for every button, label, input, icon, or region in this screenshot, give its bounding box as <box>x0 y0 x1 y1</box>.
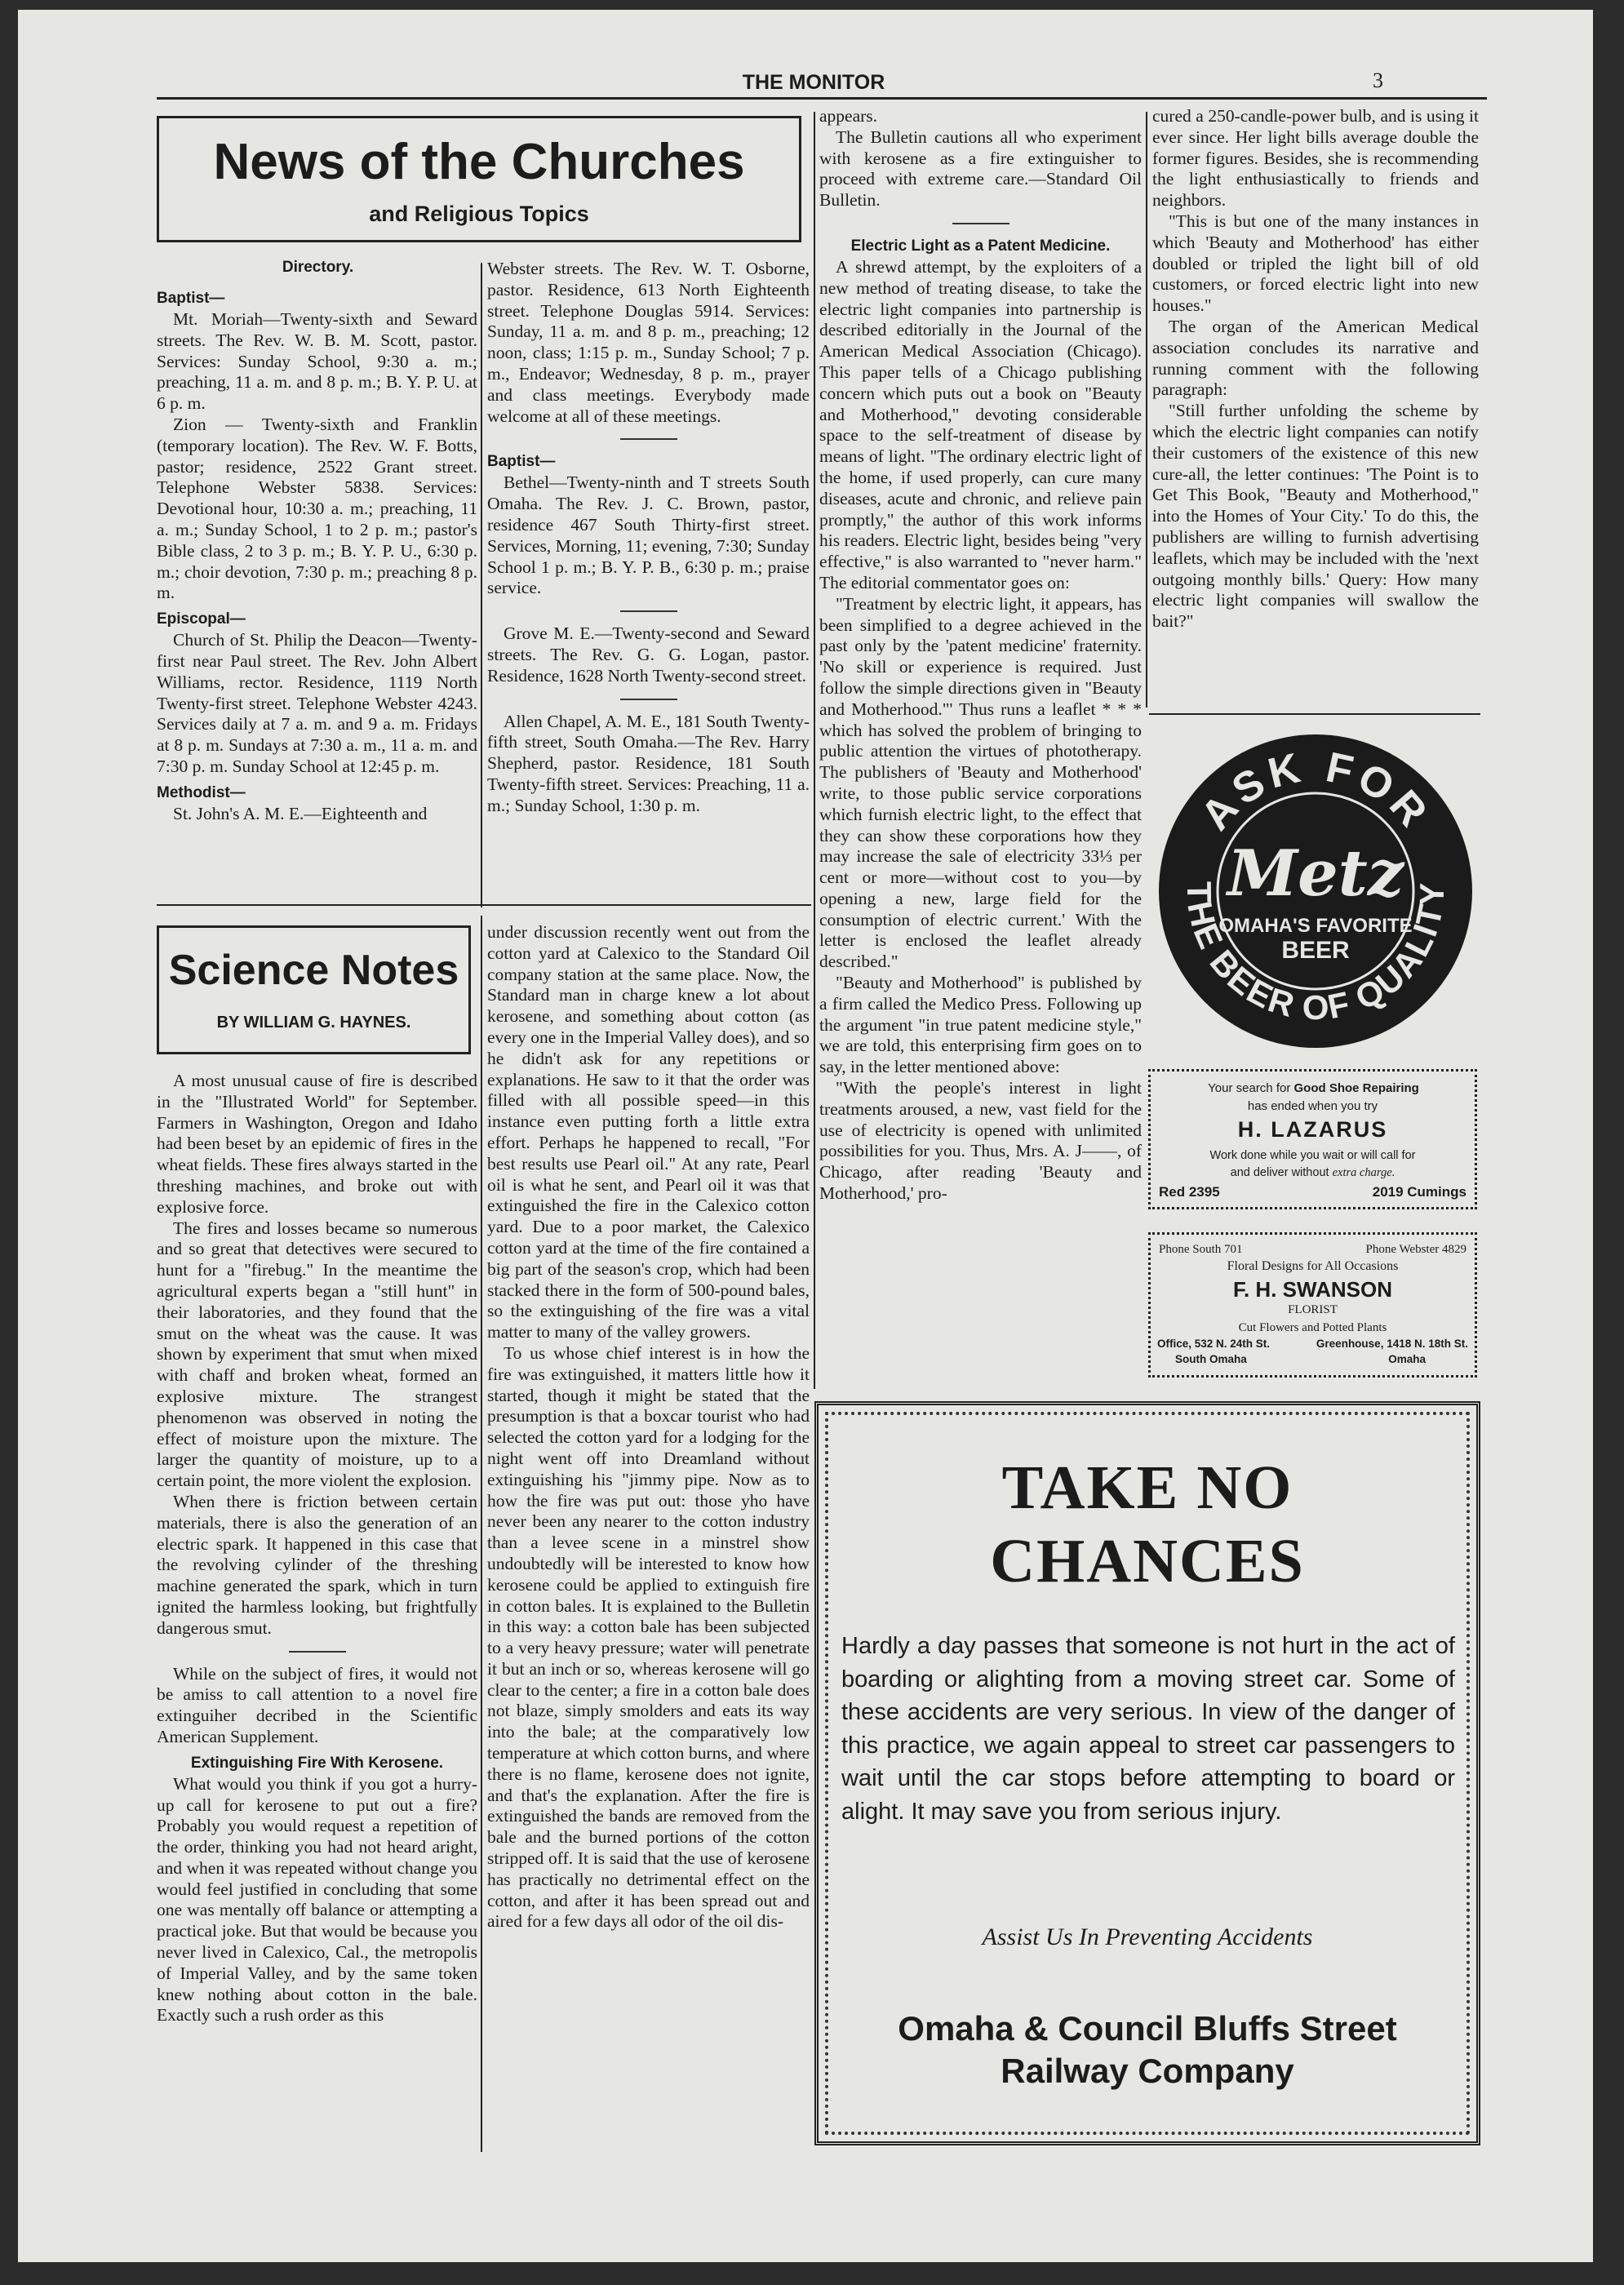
paragraph: The organ of the American Medical association concludes its narrative and running comment with the following paragraph: <box>1152 316 1479 400</box>
column-4 <box>1152 106 1479 632</box>
science-header-box <box>157 925 471 1054</box>
paragraph: Webster streets. The Rev. W. T. Osborne, pastor. Residence, 613 North Eighteenth street. Telephone Douglas 5914. Services: Sunday, 11 a. m. and 8 p. m., preaching; 12 noon, class; 1:15 p. m., Sunday School; 7 p. m., Endeavor; Wednesday, 8 p. m., prayer and class meetings. Everybody made welcome at all of these meetings. <box>487 259 810 426</box>
paragraph: Mt. Moriah—Twenty-sixth and Seward streets. The Rev. W. B. M. Scott, pastor. Services: Sunday School, 9:30 a. m.; preaching, 11 a. m. and 8 p. m.; B. Y. P. U. at 6 p. m. <box>157 309 477 414</box>
paragraph: "Still further unfolding the scheme by which the electric light companies can notify their customers of the existence of this new cure-all, the letter continues: 'The Point is to Get This Book, "Beauty and Motherhood," into the Homes of Your City.' To do this, the publishers are willing to furnish advertising leaflets, which may be included with the 'next outgoing monthly bills.' Query: How many electric light companies will swallow the bait?" <box>1152 401 1479 632</box>
paragraph: "With the people's interest in light treatments aroused, a new, vast field for the use of electricity is opened with unlimited possibilities for you. Thus, Mrs. A. J——, of Chicago, after reading 'Beauty and Motherhood,' pro- <box>819 1078 1142 1204</box>
paragraph: Bethel—Twenty-ninth and T streets South Omaha. The Rev. J. C. Brown, pastor, residence 467 South Thirty-first street. Services, Morning, 11; evening, 7:30; Sunday School 1 p. m.; B. Y. P. B., 6:30 p. m.; praise service. <box>487 473 810 598</box>
metz-brand: Metz <box>1227 836 1404 911</box>
lazarus-line4b: extra charge. <box>1332 1166 1395 1179</box>
paragraph: A shrewd attempt, by the exploiters of a new method of treating disease, to take the electric light companies into partnership is described editorially in the Journal of the American Medical Association (Chicago). This paper tells of a Chicago publishing concern which puts out a book on "Beauty and Motherhood," devoting considerable space to the self-treatment of disease by means of light. "The ordinary electric light of the home, if used properly, can cure many diseases, acute and chronic, and relieve pain promptly," the author of this work informs his readers. Electric light, besides being "very effective," is also warranted to "never harm." The editorial commentator goes on: <box>819 256 1142 592</box>
lazarus-phone: Red 2395 <box>1159 1184 1220 1200</box>
lazarus-line2: has ended when you try <box>1247 1099 1378 1113</box>
column-3 <box>819 106 1142 1205</box>
separator-rule <box>620 438 677 440</box>
swanson-line: Cut Flowers and Potted Plants <box>1238 1321 1387 1334</box>
railway-company1: Omaha & Council Bluffs Street <box>898 2009 1397 2048</box>
paragraph: To us whose chief interest is in how the fire was extinguished, it matters little how it started, though it might be stated that the presumption is that a boxcar tourist who had selected the cotton yard for a lodging for the night went off into Dreamland without extinguishing his "jimmy pipe. Now as to how the fire was put out: those yho have never been any nearer to the cotton industry than a levee scene in a minstrel show undoubtedly will be interested to know how kerosene could be applied to extinguish fire in cotton bales. It is explained to the Bulletin in this way: a cotton bale has been subjected to a very heavy pressure; water will penetrate it but an inch or so, whereas kerosene will go clear to the center; a fire in a cotton bale does not blaze, simply smolders and eats its way into the bale; at the comparatively low temperature at which cotton burns, and where there is no flame, kerosene does not ignite, and that's the explanation. After the fire is extinguished the bands are removed from the bale and the burned portions of the cotton stripped off. It is said that the use of kerosene has practically no detrimental effect on the cotton, and after it has been spread out and aired for a few days all odor of the oil dis- <box>487 1342 810 1932</box>
churches-column-1 <box>157 283 477 825</box>
article-heading: Extinguishing Fire With Kerosene. <box>190 1754 444 1772</box>
swanson-greenhouse: Greenhouse, 1418 N. 18th St. <box>1316 1338 1468 1350</box>
column-rule <box>1146 112 1147 708</box>
metz-line1: OMAHA'S FAVORITE <box>1218 915 1413 937</box>
railway-company2: Railway Company <box>1001 2052 1294 2090</box>
science-column-1 <box>157 1071 477 2026</box>
paragraph: A most unusual cause of fire is described in the "Illustrated World" for September. Farmers in Washington, Oregon and Idaho had been beset by an epidemic of fires in the wheat fields. These fires always started in the threshing machines, and broke out with explosive force. <box>157 1071 477 1217</box>
swanson-phone-left: Phone South 701 <box>1159 1243 1243 1256</box>
paragraph: When there is friction between certain materials, there is also the generation of an electric spark. It happened in this case that the revolving cylinder of the threshing machine generated the spark, which in turn ignited the harmless looking, but frightfully dangerous smut. <box>157 1491 477 1638</box>
separator-rule <box>620 699 677 700</box>
paragraph: cured a 250-candle-power bulb, and is using it ever since. Her light bills average double the former figures. Besides, she is recommending the light enthusiastically to friends and neighbors. <box>1152 106 1479 211</box>
section-heading: Episcopal— <box>157 610 246 628</box>
science-column-2 <box>487 922 810 1932</box>
lazarus-pre: Your search for <box>1208 1081 1291 1095</box>
churches-subtitle: and Religious Topics <box>369 202 589 226</box>
section-heading: Baptist— <box>487 453 556 471</box>
masthead-rule <box>157 97 1487 100</box>
column-rule <box>481 916 482 2152</box>
science-title: Science Notes <box>168 947 459 994</box>
lazarus-line3: Work done while you wait or will call for <box>1209 1149 1416 1162</box>
churches-title: News of the Churches <box>213 134 745 190</box>
paragraph: Grove M. E.—Twenty-second and Seward streets. The Rev. G. G. Logan, pastor. Residence, 1628 North Twenty-second street. <box>487 623 810 686</box>
newspaper-page <box>18 10 1593 2262</box>
metz-line2: BEER <box>1281 937 1350 964</box>
paragraph: While on the subject of fires, it would not be amiss to call attention to a novel fire extinguiher decribed in the Scientific American Supplement. <box>157 1663 477 1746</box>
section-heading: Methodist— <box>157 783 246 801</box>
metz-top-text: ASK FOR <box>1191 743 1440 840</box>
paragraph: What would you think if you got a hurry-up call for kerosene to put out a fire? Probably you would request a repetition of the order, thinking you had not heard aright, and when it was repeated without change you would feel justified in concluding that some one was mentally off balance or attempting a practical joke. But that would be because you never lived in Calexico, Cal., the metropolis of Imperial Valley, and by the same token knew nothing about cotton in the bale. Exactly such a rush order as this <box>157 1773 477 2025</box>
lazarus-line4a: and deliver without <box>1230 1166 1329 1179</box>
railway-body: Hardly a day passes that someone is not hurt in the act of boarding or alighting from a moving street car. Some of these accidents are very serious. In view of the danger of this practice, we again appeal to street car passengers to wait until the car stops before attempting to board or alight. It may save you from serious injury. <box>841 1633 1455 1825</box>
paragraph: Allen Chapel, A. M. E., 181 South Twenty-fifth street, South Omaha.—The Rev. Harry Shepherd, pastor. Residence, 181 South Twenty-fifth street. Services: Preaching, 11 a. m.; Sunday School, 1:30 p. m. <box>487 711 810 815</box>
railway-slogan: Assist Us In Preventing Accidents <box>982 1923 1313 1950</box>
lazarus-ad <box>1148 1069 1477 1209</box>
separator-rule <box>620 610 677 612</box>
paragraph: "Beauty and Motherhood" is published by a firm called the Medico Press. Following up the argument "in true patent medicine style," we are told, this enterprising firm goes on to say, in the letter mentioned above: <box>819 973 1142 1077</box>
churches-column-2 <box>487 259 810 817</box>
railway-title2: CHANCES <box>990 1527 1305 1595</box>
paragraph: St. John's A. M. E.—Eighteenth and <box>173 803 428 823</box>
separator-rule <box>952 223 1009 224</box>
directory-heading: Directory. <box>282 259 354 276</box>
column-rule <box>481 263 482 907</box>
paragraph: The fires and losses became so numerous and so great that detectives were secured to hunt for a "firebug." In the meantime the agricultural experts began a "still hunt" in their laboratories, and they found that the smut on the wheat was the cause. It was shown by experiment that smut when mixed with chaff and broken wheat, formed an explosive mixture. The strangest phenomenon was observed in noting the effect of moisture upon the mixture. The larger the quantity of moisture, up to a certain point, the more violent the explosion. <box>157 1218 477 1491</box>
section-rule <box>1149 713 1480 715</box>
swanson-phone-right: Phone Webster 4829 <box>1365 1243 1466 1256</box>
lazarus-address: 2019 Cumings <box>1372 1184 1466 1200</box>
swanson-ad <box>1148 1232 1477 1378</box>
paragraph: "Treatment by electric light, it appears, has been simplified to a degree achieved in the past only by the 'patent medicine' fraternity. 'No skill or experience is required. Just follow the simple directions given in "Beauty and Motherhood."' Thus runs a leaflet * * * which has solved the problem of bringing to public attention the virtues of phototherapy. The publishers of 'Beauty and Motherhood' write, to those public service corporations which furnish electric light, to the effect that they can show these corporations how they may increase the sale of electricity 33⅓ per cent or more—without cost to you—by opening a new, large field for the consumption of electric current.' With the letter is enclosed the leaflet already described." <box>819 593 1142 972</box>
lazarus-bold: Good Shoe Repairing <box>1293 1081 1419 1095</box>
section-rule <box>157 904 811 906</box>
railway-ad <box>814 1401 1480 2145</box>
paragraph: Zion — Twenty-sixth and Franklin (temporary location). The Rev. W. F. Botts, pastor; residence, 2522 Grant street. Telephone Webster 5838. Services: Devotional hour, 10:30 a. m.; preaching, 11 a. m.; Sunday School, 1 to 2 p. m.; pastor's Bible class, 2 to 3 p. m.; B. Y. P. U., 6:30 p. m.; choir devotion, 7:30 p. m.; preaching 8 p. m. <box>157 414 477 603</box>
swanson-greenhouse-city: Omaha <box>1388 1353 1426 1365</box>
section-heading: Baptist— <box>157 290 225 307</box>
paragraph: under discussion recently went out from the cotton yard at Calexico to the Standard Oil company station at the same place. Now, the Standard man in charge knew a lot about kerosene, and something about cotton (as every one in the Imperial Valley does), and so he didn't ask for any repetitions or explanations. He saw to it that the order was filled with all possible speed—in this instance even putting forth a little extra effort. Perhaps he happened to recall, "For best results use Pearl oil." At any rate, Pearl oil is what he sent, and Pearl oil it was that extinguished the fire in the Calexico cotton yard. Due to a poor market, the Calexico cotton yard at the time of the fire contained a big part of the season's crop, which had been stacked there in the form of 500-pound bales, so the extinguishing of the fire was a vital matter to many of the valley growers. <box>487 922 810 1342</box>
page-number: 3 <box>1373 69 1383 92</box>
railway-title1: TAKE NO <box>1001 1453 1293 1522</box>
masthead-title: THE MONITOR <box>742 71 885 94</box>
paragraph: Church of St. Philip the Deacon—Twenty-first near Paul street. The Rev. John Albert Williams, rector. Residence, 1119 North Twenty-first street. Telephone Webster 4243. Services daily at 7 a. m. and 9 a. m. Fridays at 8 p. m. Sundays at 7:30 a. m., 11 a. m. and 7:30 p. m. Sunday School at 12:45 p. m. <box>157 630 477 776</box>
swanson-office: Office, 532 N. 24th St. <box>1157 1338 1271 1350</box>
column-rule <box>814 112 815 1389</box>
lazarus-name: H. LAZARUS <box>1237 1117 1388 1142</box>
metz-beer-ad <box>1148 728 1483 1054</box>
churches-header-box <box>157 116 801 242</box>
paragraph: "This is but one of the many instances in which 'Beauty and Motherhood' has either doubled or tripled the light bill of old customers, or forced electric light into new houses." <box>1152 211 1479 316</box>
swanson-office-city: South Omaha <box>1175 1353 1247 1365</box>
swanson-role: FLORIST <box>1288 1303 1338 1316</box>
metz-logo-icon <box>1148 728 1483 1054</box>
paragraph: appears. <box>819 106 878 126</box>
swanson-tagline: Floral Designs for All Occasions <box>1227 1259 1399 1273</box>
metz-bottom-text: THE BEER OF QUALITY <box>1179 881 1452 1027</box>
article-heading: Electric Light as a Patent Medicine. <box>850 237 1111 255</box>
paragraph: The Bulletin cautions all who experiment with kerosene as a fire extinguisher to proceed with extreme care.—Standard Oil Bulletin. <box>819 126 1142 211</box>
swanson-name: F. H. SWANSON <box>1232 1277 1392 1302</box>
science-byline: BY WILLIAM G. HAYNES. <box>216 1014 411 1032</box>
separator-rule <box>289 1651 346 1653</box>
